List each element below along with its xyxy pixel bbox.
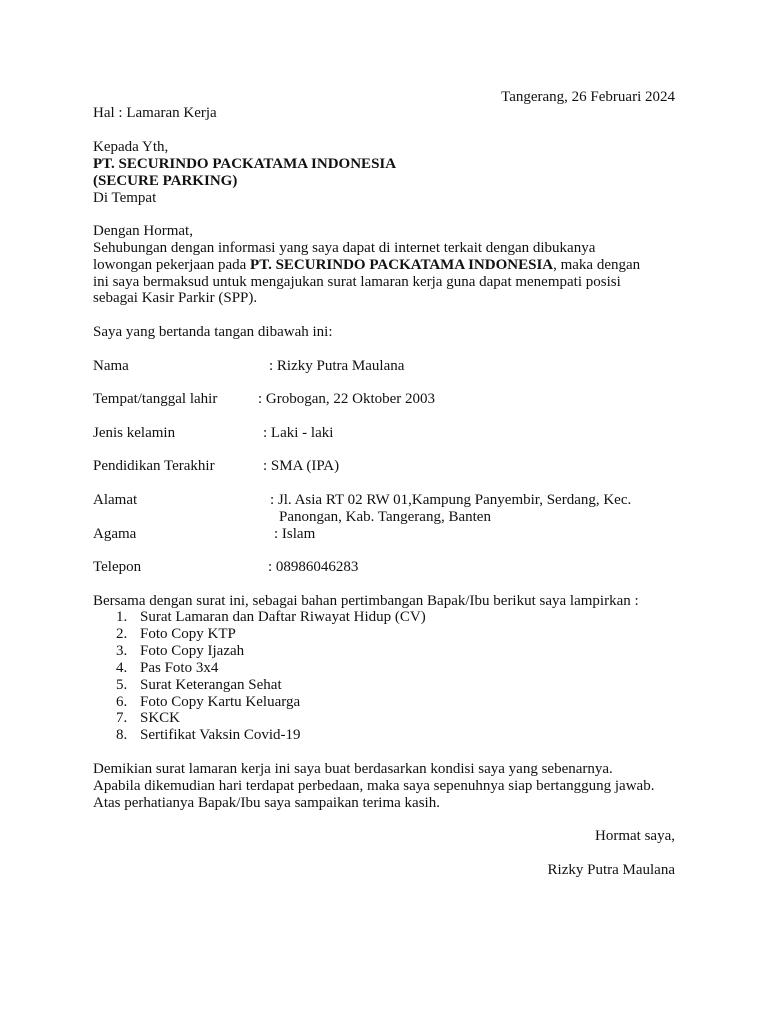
opening-line-1: Sehubungan dengan informasi yang saya dapat di internet terkait dengan dibukanya (93, 240, 596, 256)
attachment-number: 5. (116, 677, 128, 693)
attachment-number: 8. (116, 727, 128, 743)
attachment-number: 2. (116, 626, 128, 642)
field-value-jenis-kelamin: : Laki - laki (263, 425, 334, 441)
attachment-item: Pas Foto 3x4 (140, 660, 219, 676)
place-date: Tangerang, 26 Februari 2024 (501, 89, 675, 105)
closing-line-3: Atas perhatianya Bapak/Ibu saya sampaikan terima kasih. (93, 795, 440, 811)
subject-line: Hal : Lamaran Kerja (93, 105, 217, 121)
opening-line-2-company: PT. SECURINDO PACKATAMA INDONESIA (250, 257, 554, 273)
closing-line-2: Apabila dikemudian hari terdapat perbedaan, maka saya sepenuhnya siap bertanggung jawab. (93, 778, 655, 794)
attachment-number: 1. (116, 609, 128, 625)
opening-line-3: ini saya bermaksud untuk mengajukan surat lamaran kerja guna dapat menempati posisi (93, 274, 621, 290)
recipient-company: PT. SECURINDO PACKATAMA INDONESIA (93, 156, 397, 172)
attachment-item: Foto Copy KTP (140, 626, 236, 642)
field-label-nama: Nama (93, 358, 129, 374)
attachment-number: 6. (116, 694, 128, 710)
field-label-pendidikan: Pendidikan Terakhir (93, 458, 215, 474)
recipient-location: Di Tempat (93, 190, 157, 206)
field-value-ttl: : Grobogan, 22 Oktober 2003 (258, 391, 436, 407)
intro-line: Saya yang bertanda tangan dibawah ini: (93, 324, 333, 340)
field-label-alamat: Alamat (93, 492, 138, 508)
opening-line-2-after: , maka dengan (553, 257, 641, 273)
recipient-brand: (SECURE PARKING) (93, 173, 238, 189)
field-label-jenis-kelamin: Jenis kelamin (93, 425, 176, 441)
attachments-intro: Bersama dengan surat ini, sebagai bahan pertimbangan Bapak/Ibu berikut saya lampirkan : (93, 593, 639, 609)
field-label-telepon: Telepon (93, 559, 142, 575)
field-value-pendidikan: : SMA (IPA) (263, 458, 340, 474)
sign-off: Hormat saya, (595, 828, 675, 844)
attachment-item: Surat Lamaran dan Daftar Riwayat Hidup (CV) (140, 609, 426, 625)
opening-line-4: sebagai Kasir Parkir (SPP). (93, 290, 258, 306)
field-value-alamat-line-2: Panongan, Kab. Tangerang, Banten (279, 509, 491, 525)
field-value-nama: : Rizky Putra Maulana (269, 358, 405, 374)
attachment-item: Foto Copy Ijazah (140, 643, 245, 659)
recipient-greeting: Kepada Yth, (93, 139, 169, 155)
opening-line-2 (93, 257, 640, 274)
field-value-alamat: : Jl. Asia RT 02 RW 01,Kampung Panyembir, Serdang, Kec. (270, 492, 632, 508)
field-value-telepon: : 08986046283 (268, 559, 359, 575)
salutation: Dengan Hormat, (93, 223, 193, 239)
opening-line-2-before: lowongan pekerjaan pada (93, 257, 251, 273)
attachment-number: 4. (116, 660, 128, 676)
field-label-ttl: Tempat/tanggal lahir (93, 391, 218, 407)
field-value-agama: : Islam (274, 526, 316, 542)
attachment-number: 7. (116, 710, 128, 726)
signer-name: Rizky Putra Maulana (547, 862, 675, 878)
attachment-item: Foto Copy Kartu Keluarga (140, 694, 301, 710)
attachment-number: 3. (116, 643, 128, 659)
closing-line-1: Demikian surat lamaran kerja ini saya buat berdasarkan kondisi saya yang sebenarnya. (93, 761, 613, 777)
attachment-item: Surat Keterangan Sehat (140, 677, 282, 693)
attachment-item: SKCK (140, 710, 181, 726)
field-label-agama: Agama (93, 526, 137, 542)
attachment-item: Sertifikat Vaksin Covid-19 (140, 727, 301, 743)
